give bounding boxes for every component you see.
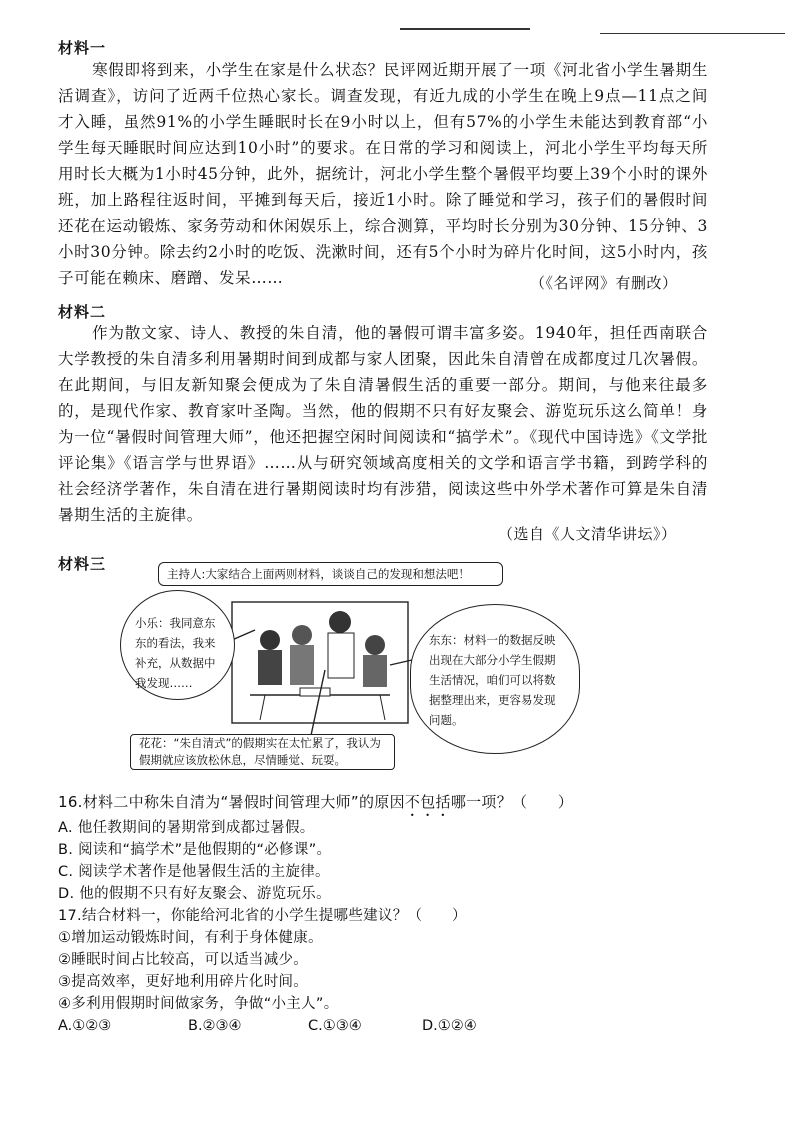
question16-stem-after: 哪一项？（ ） [450,793,574,811]
question16-option-b: B. 阅读和“搞学术”是他假期的“必修课”。 [58,842,332,858]
xiaole-line: 我发现…… [135,676,193,690]
question16-option-a: A. 他任教期间的暑期常到成都过暑假。 [58,820,315,836]
host-speech-bubble: 主持人:大家结合上面两则材料，谈谈自己的发现和想法吧！ [158,562,503,586]
question17-choice-a: A.①②③ [58,1018,112,1034]
dongdong-line: 出现在大部分小学生假期 [429,653,556,667]
dongdong-line: 问题。 [429,713,464,727]
material1-source: （《名评网》有删改） [530,274,678,292]
question16-stem [58,793,573,820]
dongdong-line: 据整理出来，更容易发现 [429,693,556,707]
xiaole-speech-bubble [120,590,235,700]
question16-option-d: D. 他的假期不只有好友聚会、游览玩乐。 [58,886,331,902]
question17-choice-b: B.②③④ [188,1018,242,1034]
material2-source: （选自《人文清华讲坛》） [498,525,677,543]
question16-emphasis: 不包括 [404,793,451,811]
dongdong-line: 东东：材料一的数据反映 [429,633,556,647]
huahua-line: 假期就应该放松休息，尽情睡觉、玩耍。 [139,753,346,767]
question17-item-2: ②睡眠时间占比较高，可以适当减少。 [58,952,309,968]
question16-option-c: C. 阅读学术著作是他暑假生活的主旋律。 [58,864,330,880]
material3-label: 材料三 [58,555,107,573]
dongdong-speech-bubble [410,604,580,754]
material1-text: 寒假即将到来，小学生在家是什么状态？民评网近期开展了一项《河北省小学生暑期生活调查》，访问了近两千位热心家长。调查发现，有近九成的小学生在晚上9点—11点之间才入睡，虽然91%的小学生睡眠时长在9小时以上，但有57%的小学生未能达到教育部“小学生每天睡眠时间应达到10小时”的要求。在日常的学习和阅读上，河北小学生平均每天所用时长大概为1小时45分钟，此外，据统计，河北小学生整个暑假平均要上39个小时的课外班，加上路程往返时间，平摊到每天后，接近1小时。除了睡觉和学习，孩子们的暑假时间还花在运动锻炼、家务劳动和休闲娱乐上，综合测算，平均时长分别为30分钟、15分钟、3小时30分钟。除去约2小时的吃饭、洗漱时间，还有5个小时为碎片化时间，这5小时内，孩子可能在赖床、磨蹭、发呆…… [58,61,708,287]
question17-choice-c: C.①③④ [308,1018,362,1034]
question16-stem-before: 16.材料二中称朱自清为“暑假时间管理大师”的原因 [58,793,405,811]
material2-label: 材料二 [58,303,107,321]
material2-text: 作为散文家、诗人、教授的朱自清，他的暑假可谓丰富多姿。1940年，担任西南联合大学教授的朱自清多利用暑期时间到成都与家人团聚，因此朱自清曾在成都度过几次暑假。在此期间，与旧友新知聚会便成为了朱自清暑假生活的重要一部分。期间，与他来往最多的，是现代作家、教育家叶圣陶。当然，他的假期不只有好友聚会、游览玩乐这么简单！身为一位“暑假时间管理大师”，他还把握空闲时间阅读和“搞学术”。《现代中国诗选》《文学批评论集》《语言学与世界语》……从与研究领域高度相关的文学和语言学书籍，到跨学科的社会经济学著作，朱自清在进行暑期阅读时均有涉猎，阅读这些中外学术著作可算是朱自清暑期生活的主旋律。 [58,324,708,524]
question17-choice-d: D.①②④ [422,1018,477,1034]
scan-edge-line [600,33,785,34]
question17-stem: 17.结合材料一，你能给河北省的小学生提哪些建议？（ ） [58,908,467,924]
question17-item-3: ③提高效率，更好地利用碎片化时间。 [58,974,309,990]
dongdong-line: 生活情况，咱们可以将数 [429,673,556,687]
scan-edge-line [400,28,530,30]
huahua-speech-bubble [130,734,395,770]
xiaole-line: 小乐：我同意东 [135,616,216,630]
question17-item-1: ①增加运动锻炼时间，有利于身体健康。 [58,930,323,946]
huahua-line: 花花：“朱自清式”的假期实在太忙累了，我认为 [139,736,381,750]
material1-label: 材料一 [58,39,107,57]
xiaole-line: 补充，从数据中 [135,656,216,670]
question17-item-4: ④多利用假期时间做家务，争做“小主人”。 [58,996,339,1012]
comic-illustration [120,560,590,770]
xiaole-line: 东的看法，我来 [135,636,216,650]
